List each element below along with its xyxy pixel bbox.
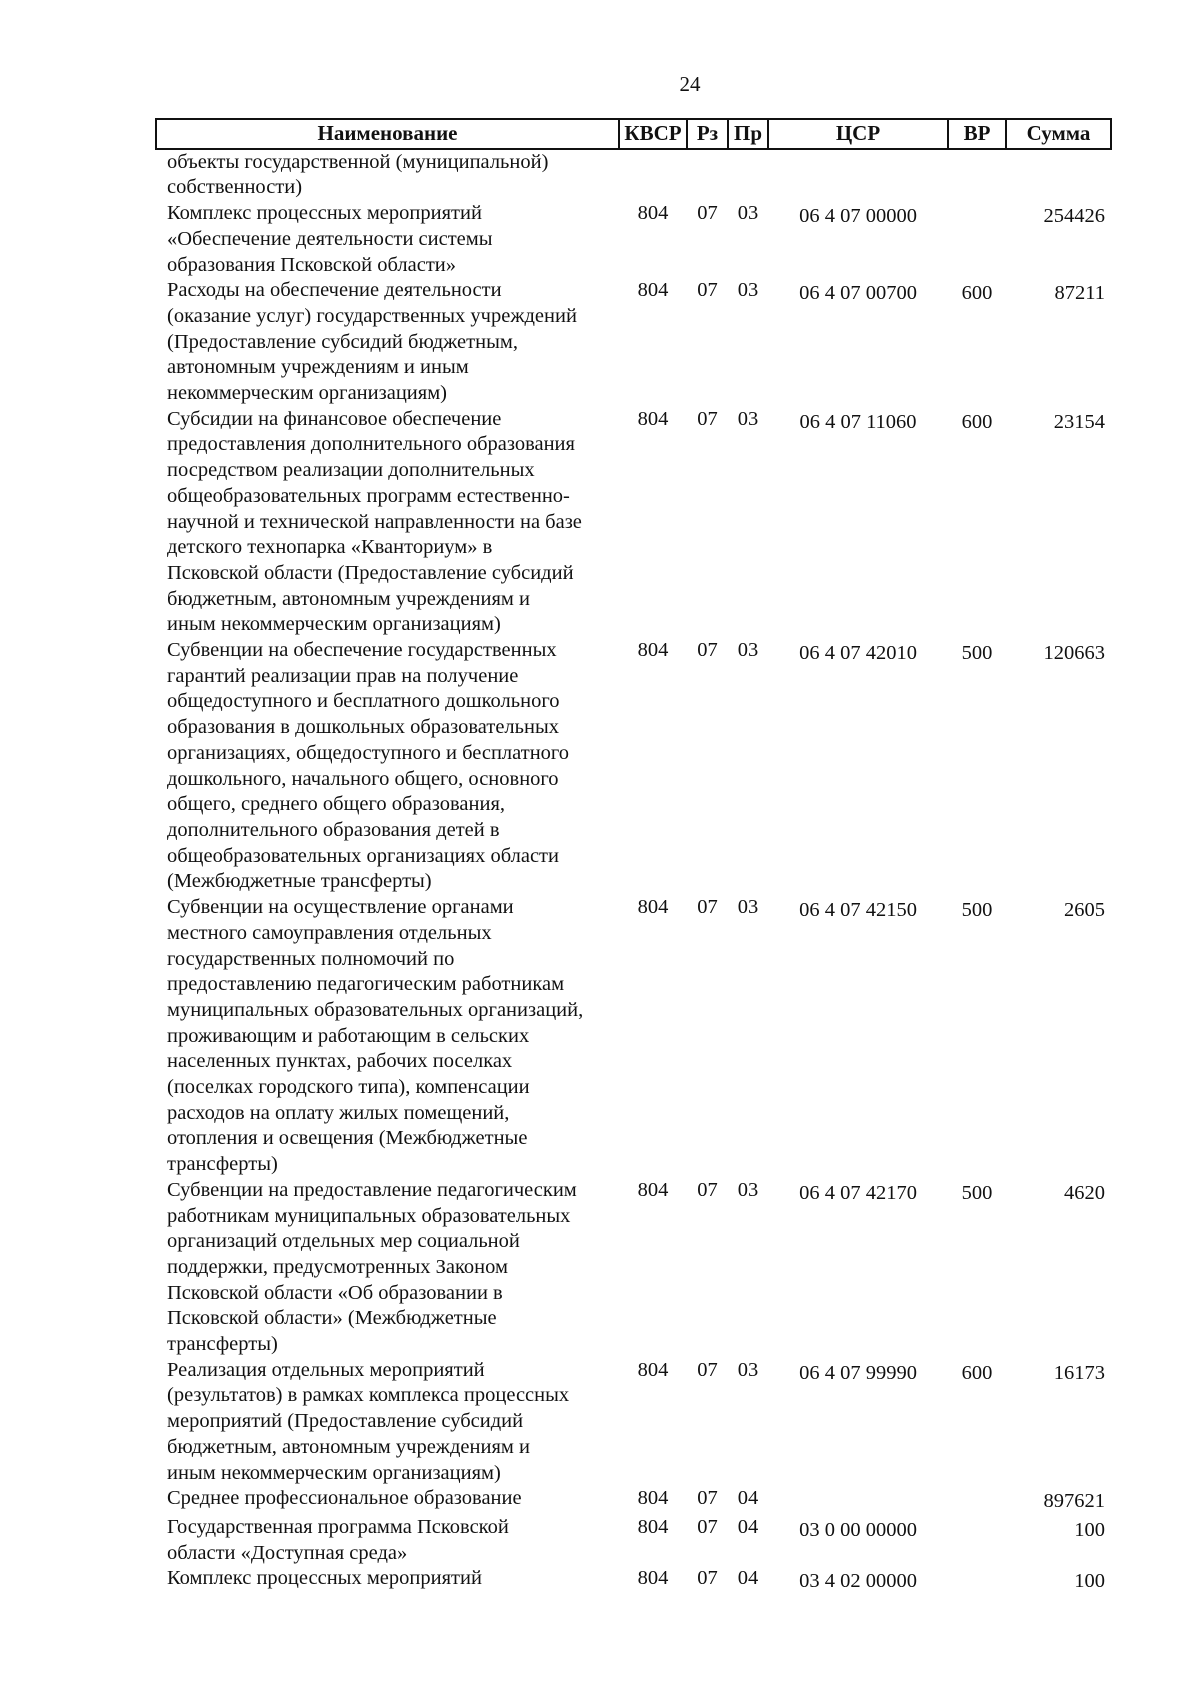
cell-sum: 254426 xyxy=(1043,205,1105,228)
header-kvsr: КВСР xyxy=(619,119,687,149)
cell-name xyxy=(156,201,619,278)
cell-csr: 03 0 00 00000 xyxy=(799,1518,917,1541)
table-row xyxy=(156,1358,1111,1487)
cell-vr xyxy=(948,1566,1006,1595)
name-line: работникам муниципальных образовательных xyxy=(167,1204,571,1227)
cell-sum: 897621 xyxy=(1043,1490,1105,1513)
name-line: собственности) xyxy=(167,176,303,199)
cell-name xyxy=(156,1515,619,1566)
name-line: Субсидии на финансовое обеспечение xyxy=(167,407,502,430)
cell-name xyxy=(156,1358,619,1487)
name-line: бюджетным, автономным учреждениям и xyxy=(167,587,530,610)
cell-rz: 07 xyxy=(697,407,718,430)
name-line: «Обеспечение деятельности системы xyxy=(167,227,493,250)
table-row xyxy=(156,1178,1111,1358)
cell-pr: 03 xyxy=(737,1358,759,1381)
name-line: объекты государственной (муниципальной) xyxy=(167,150,549,173)
cell-sum xyxy=(1006,149,1111,201)
cell-pr xyxy=(728,149,768,201)
cell-kvsr: 804 xyxy=(637,1487,669,1510)
name-line: Субвенции на обеспечение государственных xyxy=(167,639,557,662)
name-line: организациях, общедоступного и бесплатного xyxy=(167,741,570,764)
name-line: общеобразовательных программ естественно- xyxy=(167,484,570,507)
table-header-row xyxy=(156,119,1111,149)
cell-kvsr: 804 xyxy=(637,639,669,662)
name-line: (Предоставление субсидий бюджетным, xyxy=(167,330,518,353)
cell-csr xyxy=(768,1486,948,1515)
table-row xyxy=(156,895,1111,1178)
cell-vr: 600 xyxy=(961,410,993,433)
name-line: некоммерческим организациям) xyxy=(167,382,447,405)
name-line: общедоступного и бесплатного дошкольного xyxy=(167,690,560,713)
name-line: дополнительного образования детей в xyxy=(167,818,500,841)
cell-sum: 87211 xyxy=(1054,282,1105,305)
cell-rz: 07 xyxy=(697,1567,718,1590)
name-line: дошкольного, начального общего, основного xyxy=(167,767,559,790)
cell-rz: 07 xyxy=(697,1358,718,1381)
cell-rz: 07 xyxy=(697,639,718,662)
table-row xyxy=(156,1566,1111,1595)
cell-csr xyxy=(768,149,948,201)
name-line: поддержки, предусмотренных Законом xyxy=(167,1255,508,1278)
name-line: Реализация отдельных мероприятий xyxy=(167,1358,485,1381)
cell-kvsr: 804 xyxy=(637,407,669,430)
name-line: образования в дошкольных образовательных xyxy=(167,716,559,739)
name-line: отопления и освещения (Межбюджетные xyxy=(167,1127,528,1150)
name-line: (поселках городского типа), компенсации xyxy=(167,1076,530,1099)
cell-vr xyxy=(948,1486,1006,1515)
name-line: образования Псковской области» xyxy=(167,253,457,276)
name-line: детского технопарка «Кванториум» в xyxy=(167,536,493,559)
name-line: проживающим и работающим в сельских xyxy=(167,1024,530,1047)
name-line: Комплекс процессных мероприятий xyxy=(167,202,482,225)
cell-name xyxy=(156,407,619,638)
table-row xyxy=(156,278,1111,407)
budget-table xyxy=(155,118,1112,1595)
name-line: мероприятий (Предоставление субсидий xyxy=(167,1410,524,1433)
cell-vr: 500 xyxy=(961,642,993,665)
name-line: Субвенции на осуществление органами xyxy=(167,896,514,919)
name-line: Среднее профессиональное образование xyxy=(167,1487,522,1510)
name-line: (результатов) в рамках комплекса процессных xyxy=(167,1384,570,1407)
table-body xyxy=(156,149,1111,1595)
name-line: предоставления дополнительного образования xyxy=(167,433,575,456)
cell-sum: 4620 xyxy=(1064,1181,1105,1204)
cell-sum: 100 xyxy=(1074,1570,1105,1593)
header-sum: Сумма xyxy=(1006,119,1111,149)
cell-csr: 06 4 07 00700 xyxy=(799,282,917,305)
name-line: Расходы на обеспечение деятельности xyxy=(167,279,502,302)
name-line: бюджетным, автономным учреждениям и xyxy=(167,1435,530,1458)
name-line: общеобразовательных организациях области xyxy=(167,844,559,867)
cell-pr: 03 xyxy=(737,639,759,662)
name-line: гарантий реализации прав на получение xyxy=(167,664,519,687)
cell-csr: 06 4 07 99990 xyxy=(799,1361,917,1384)
cell-rz: 07 xyxy=(697,896,718,919)
cell-csr: 06 4 07 42150 xyxy=(799,899,917,922)
cell-pr: 04 xyxy=(737,1515,759,1538)
cell-kvsr xyxy=(619,149,687,201)
cell-pr: 03 xyxy=(737,1178,759,1201)
cell-pr: 03 xyxy=(737,407,759,430)
cell-vr: 500 xyxy=(961,899,993,922)
name-line: Псковской области» (Межбюджетные xyxy=(167,1307,497,1330)
cell-name xyxy=(156,278,619,407)
name-line: муниципальных образовательных организаций, xyxy=(167,998,584,1021)
table-row xyxy=(156,638,1111,895)
cell-vr xyxy=(948,149,1006,201)
cell-kvsr: 804 xyxy=(637,202,669,225)
cell-rz: 07 xyxy=(697,202,718,225)
cell-rz xyxy=(687,149,728,201)
name-line: государственных полномочий по xyxy=(167,947,455,970)
cell-vr xyxy=(948,1515,1006,1566)
cell-csr: 06 4 07 42170 xyxy=(799,1181,917,1204)
table-row xyxy=(156,149,1111,201)
page-number: 24 xyxy=(679,72,701,96)
cell-rz: 07 xyxy=(697,1515,718,1538)
cell-kvsr: 804 xyxy=(637,1178,669,1201)
header-rz: Рз xyxy=(687,119,728,149)
name-line: иным некоммерческим организациям) xyxy=(167,1461,501,1484)
name-line: организаций отдельных мер социальной xyxy=(167,1230,520,1253)
name-line: научной и технической направленности на базе xyxy=(167,510,582,533)
name-line: населенных пунктах, рабочих поселках xyxy=(167,1050,513,1073)
name-line: Комплекс процессных мероприятий xyxy=(167,1567,482,1590)
name-line: иным некоммерческим организациям) xyxy=(167,613,501,636)
cell-kvsr: 804 xyxy=(637,279,669,302)
cell-name xyxy=(156,638,619,895)
cell-name xyxy=(156,149,619,201)
cell-sum: 100 xyxy=(1074,1518,1105,1541)
cell-csr: 03 4 02 00000 xyxy=(799,1570,917,1593)
name-line: (Межбюджетные трансферты) xyxy=(167,870,432,893)
header-pr: Пр xyxy=(728,119,768,149)
cell-vr: 600 xyxy=(961,282,993,305)
name-line: общего, среднего общего образования, xyxy=(167,793,506,816)
cell-vr: 600 xyxy=(961,1361,993,1384)
name-line: посредством реализации дополнительных xyxy=(167,459,535,482)
cell-sum: 23154 xyxy=(1053,410,1105,433)
table-row xyxy=(156,407,1111,638)
name-line: области «Доступная среда» xyxy=(167,1541,408,1564)
name-line: Псковской области (Предоставление субсидий xyxy=(167,561,574,584)
cell-csr: 06 4 07 11060 xyxy=(799,410,917,433)
cell-name xyxy=(156,895,619,1178)
cell-pr: 03 xyxy=(737,279,759,302)
cell-pr: 03 xyxy=(737,202,759,225)
name-line: Псковской области «Об образовании в xyxy=(167,1281,503,1304)
cell-name xyxy=(156,1486,619,1515)
cell-csr: 06 4 07 42010 xyxy=(799,642,917,665)
cell-rz: 07 xyxy=(697,279,718,302)
cell-vr: 500 xyxy=(961,1181,993,1204)
cell-sum: 2605 xyxy=(1064,899,1105,922)
table-row xyxy=(156,1486,1111,1515)
header-vr: ВР xyxy=(948,119,1006,149)
cell-kvsr: 804 xyxy=(637,896,669,919)
name-line: Субвенции на предоставление педагогическим xyxy=(167,1178,577,1201)
cell-name xyxy=(156,1566,619,1595)
name-line: расходов на оплату жилых помещений, xyxy=(167,1101,510,1124)
cell-pr: 03 xyxy=(737,896,759,919)
cell-name xyxy=(156,1178,619,1358)
cell-rz: 07 xyxy=(697,1178,718,1201)
name-line: автономным учреждениям и иным xyxy=(167,356,469,379)
cell-rz: 07 xyxy=(697,1487,718,1510)
cell-sum: 120663 xyxy=(1043,642,1105,665)
name-line: Государственная программа Псковской xyxy=(167,1515,509,1538)
cell-pr: 04 xyxy=(737,1567,759,1590)
table-row xyxy=(156,201,1111,278)
cell-kvsr: 804 xyxy=(637,1358,669,1381)
name-line: (оказание услуг) государственных учреждений xyxy=(167,304,577,327)
cell-sum: 16173 xyxy=(1053,1361,1105,1384)
name-line: трансферты) xyxy=(167,1153,278,1176)
cell-kvsr: 804 xyxy=(637,1515,669,1538)
cell-pr: 04 xyxy=(737,1487,759,1510)
name-line: предоставлению педагогическим работникам xyxy=(167,973,565,996)
name-line: трансферты) xyxy=(167,1333,278,1356)
table-row xyxy=(156,1515,1111,1566)
cell-vr xyxy=(948,201,1006,278)
header-csr: ЦСР xyxy=(768,119,948,149)
cell-csr: 06 4 07 00000 xyxy=(799,205,917,228)
header-name: Наименование xyxy=(156,119,619,149)
cell-kvsr: 804 xyxy=(637,1567,669,1590)
name-line: местного самоуправления отдельных xyxy=(167,921,492,944)
